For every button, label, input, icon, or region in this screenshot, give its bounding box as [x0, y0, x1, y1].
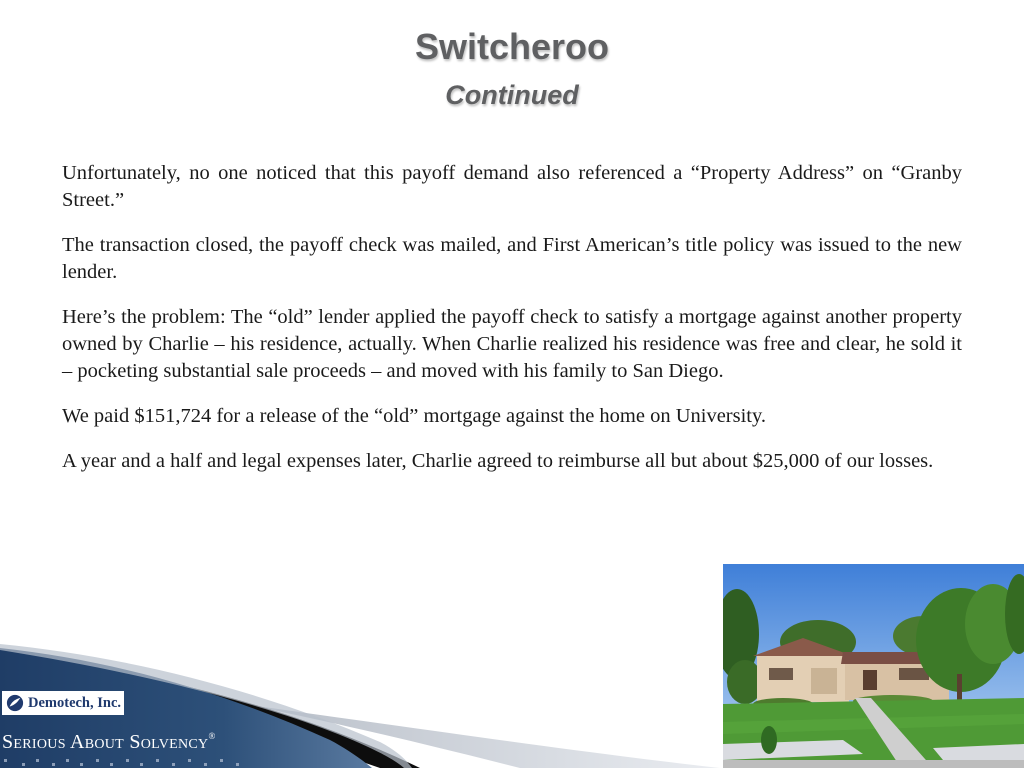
paragraph: We paid $151,724 for a release of the “old” mortgage against the home on University. [62, 405, 767, 427]
registered-mark: ® [208, 731, 216, 741]
paragraph: A year and a half and legal expenses later, Charlie agreed to reimburse all but about $25,000 of our losses. [62, 450, 934, 472]
tagline-text: Serious About Solvency [2, 731, 209, 753]
house-photo [723, 564, 1024, 768]
paragraph: The transaction closed, the payoff check was mailed, and First American’s title policy was issued to the new lender. [62, 234, 962, 283]
demotech-logo [2, 691, 124, 715]
logo-text: Demotech, Inc. [28, 694, 122, 711]
slide-subtitle: Continued [445, 80, 579, 110]
paragraph: Here’s the problem: The “old” lender applied the payoff check to satisfy a mortgage against another property owned by Charlie – his residence, actually. When Charlie realized his residence was free and clear, he sold it – pocketing substantial sale proceeds – and moved with his family to San Diego. [62, 306, 962, 382]
logo-emblem-icon [6, 694, 24, 712]
slide-body [62, 160, 962, 493]
paragraph: Unfortunately, no one noticed that this payoff demand also referenced a “Property Address” on “Granby Street.” [62, 162, 962, 211]
footer-dot-pattern [0, 757, 250, 768]
slide-title: Switcheroo [414, 26, 610, 67]
tagline [2, 731, 216, 754]
